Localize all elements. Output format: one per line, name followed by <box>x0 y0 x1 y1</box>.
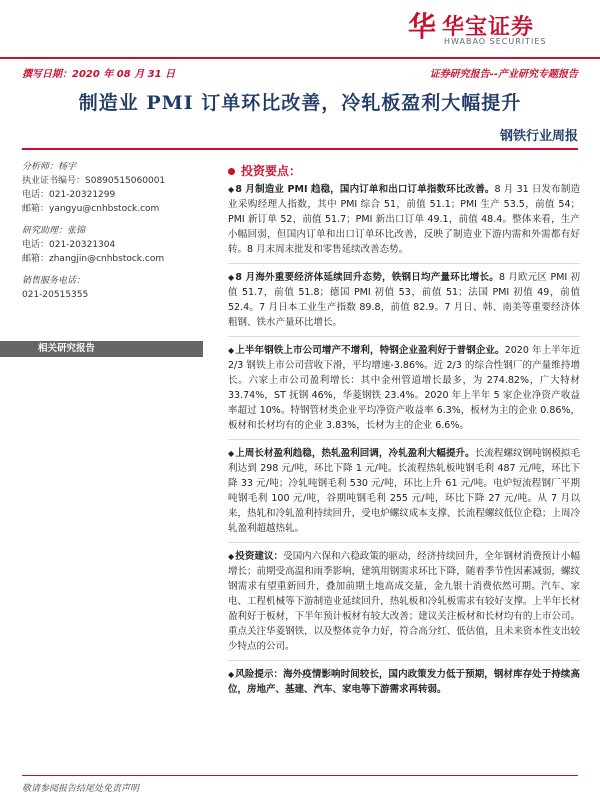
report-category: 证券研究报告--产业研究专题报告 <box>429 69 578 80</box>
highlight-paragraph <box>228 667 580 697</box>
diamond-bullet-icon: ◆ <box>228 185 235 194</box>
bullet-dot-icon <box>228 168 235 175</box>
paragraph-lead: 上半年钢铁上市公司增产不增利，特钢企业盈利好于普钢企业。 <box>235 345 505 356</box>
brand-name-en: HWABAO SECURITIES <box>444 37 547 46</box>
highlight-paragraph <box>228 446 580 536</box>
highlight-paragraph <box>228 182 580 257</box>
paragraph-lead: 投资建议： <box>235 551 284 562</box>
paragraph-body: 受国内六保和六稳政策的驱动，经济持续回升，全年钢材消费预计小幅增长；前期受高温和雨季影响，建筑用钢需求环比下降，随着季节性因素减弱，螺纹钢需求有望重新回升，叠加前期土地高成交量，金九银十消费依然可期。汽车、家电、工程机械等下游制造业延续回升，热轧板和冷轧板需求有较好支撑。上半年长材盈利好于板材，下半年预计板材有较大改善；建议关注板材和长材均有的上市公司。重点关注华菱钢铁，以及整体竞争力好，符合高分红、低估值，且未来资本性支出较少特点的公司。 <box>228 551 580 652</box>
related-reports-header: 相关研究报告 <box>0 341 203 357</box>
diamond-bullet-icon: ◆ <box>228 552 235 561</box>
page-title: 制造业 PMI 订单环比改善，冷轧板盈利大幅提升 <box>78 92 522 114</box>
paragraph-body: 2020 年上半年近 2/3 钢铁上市公司营收下滑，平均增速-3.86%。近 2/3 的综合性钢厂的产量维持增长。六家上市公司盈利增长：其中金州管道增长最多，为 274.82%，广大特材 33.74%，ST 抚钢 46%，华菱钢铁 23.4%。2020 年上半年 5 家企业净资产收益率超过 10%。特钢管材类企业平均净资产收益率 6.3%，板材为主的企业 0.86%，板材和长材均有的企业 3.83%，长材为主的企业 6.6%。 <box>228 345 580 431</box>
assistant-email[interactable]: 邮箱：zhangjin@cnhbstock.com <box>22 254 165 264</box>
page-subtitle: 钢铁行业周报 <box>499 129 578 144</box>
diamond-bullet-icon: ◆ <box>228 273 235 282</box>
analyst-license: 执业证书编号：S0890515060001 <box>22 176 166 186</box>
disclaimer-note: 敬请参阅报告结尾处免责声明 <box>22 784 140 794</box>
paragraph-body: 长流程螺纹钢吨钢模拟毛利达到 298 元/吨，环比下降 1 元/吨。长流程热轧板吨钢毛利 487 元/吨，环比下降 33 元/吨；冷轧吨钢毛利 530 元/吨，环比上升 61 元/吨。电炉短流程钢厂平期吨钢毛利 100 元/吨，谷期吨钢毛利 255 元/吨，环比下降 27 元/吨。从 7 月以来，热轧和冷轧盈利持续回升，受电炉螺纹成本支撑、长流程螺纹低位企稳；上周冷轧盈利超越热轧。 <box>228 448 580 534</box>
divider <box>228 660 580 661</box>
assistant-phone: 电话：021-20321304 <box>22 240 116 250</box>
paragraph-body: 8 月 31 日发布制造业采购经理人指数，其中 PMI 综合 51，前值 51.1；PMI 生产 53.5，前值 54；PMI 新订单 52，前值 51.7；PMI 新出口订单 49.1，前值 48.4。整体来看，生产小幅回弱，但国内订单和出口订单环比改善，反映了制造业下游内需和外需都有好转。8 月末周末批发和零售延续改善态势。 <box>228 184 581 255</box>
paragraph-lead: 风险提示： <box>235 669 284 680</box>
diamond-bullet-icon: ◆ <box>228 670 235 679</box>
paragraph-body: 8 月欧元区 PMI 初值 51.7，前值 51.8；德国 PMI 初值 53，前值 51；法国 PMI 初值 49，前值 52.4。7 月日本工业生产指数 89.8，前值 82.9。7 月日、韩、南美等重要经济体粗钢、铁水产量环比增长。 <box>228 272 580 328</box>
paragraph-lead: 上周长材盈利趋稳，热轧盈利回调，冷轧盈利大幅提升。 <box>235 448 475 459</box>
assistant-name: 研究助理：张锦 <box>22 226 86 236</box>
diamond-bullet-icon: ◆ <box>228 449 235 458</box>
sales-label: 销售服务电话： <box>22 276 86 286</box>
analyst-name: 分析师：杨宇 <box>22 162 77 172</box>
header-rule <box>0 57 600 59</box>
paragraph-lead: 8 月制造业 PMI 趋稳，国内订单和出口订单指数环比改善。 <box>235 184 495 195</box>
divider <box>228 439 580 440</box>
analyst-info <box>22 160 202 302</box>
section-title: 投资要点： <box>228 160 580 182</box>
highlight-paragraph <box>228 270 580 330</box>
paragraph-lead: 8 月海外重要经济体延续回升态势，铁钢日均产量环比增长。 <box>235 272 499 283</box>
highlight-paragraph <box>228 549 580 654</box>
title-rule <box>22 148 578 150</box>
report-date: 撰写日期：2020 年 08 月 31 日 <box>22 69 176 80</box>
divider <box>228 542 580 543</box>
divider <box>228 336 580 337</box>
brand-name-cn: 华宝证券 <box>442 15 535 40</box>
investment-highlights <box>228 160 580 703</box>
analyst-phone: 电话：021-20321299 <box>22 190 116 200</box>
brand-logo <box>408 10 578 50</box>
analyst-email[interactable]: 邮箱：yangyu@cnhbstock.com <box>22 204 160 214</box>
divider <box>228 263 580 264</box>
diamond-bullet-icon: ◆ <box>228 346 235 355</box>
brand-mark-icon: 华 <box>408 10 437 43</box>
highlight-paragraph <box>228 343 580 433</box>
sales-phone: 021-20515355 <box>22 290 89 300</box>
paragraph-body: 海外疫情影响时间较长，国内政策发力低于预期，钢材库存处于持续高位，房地产、基建、汽车、家电等下游需求再转弱。 <box>228 669 580 695</box>
footer-rule <box>22 775 578 776</box>
